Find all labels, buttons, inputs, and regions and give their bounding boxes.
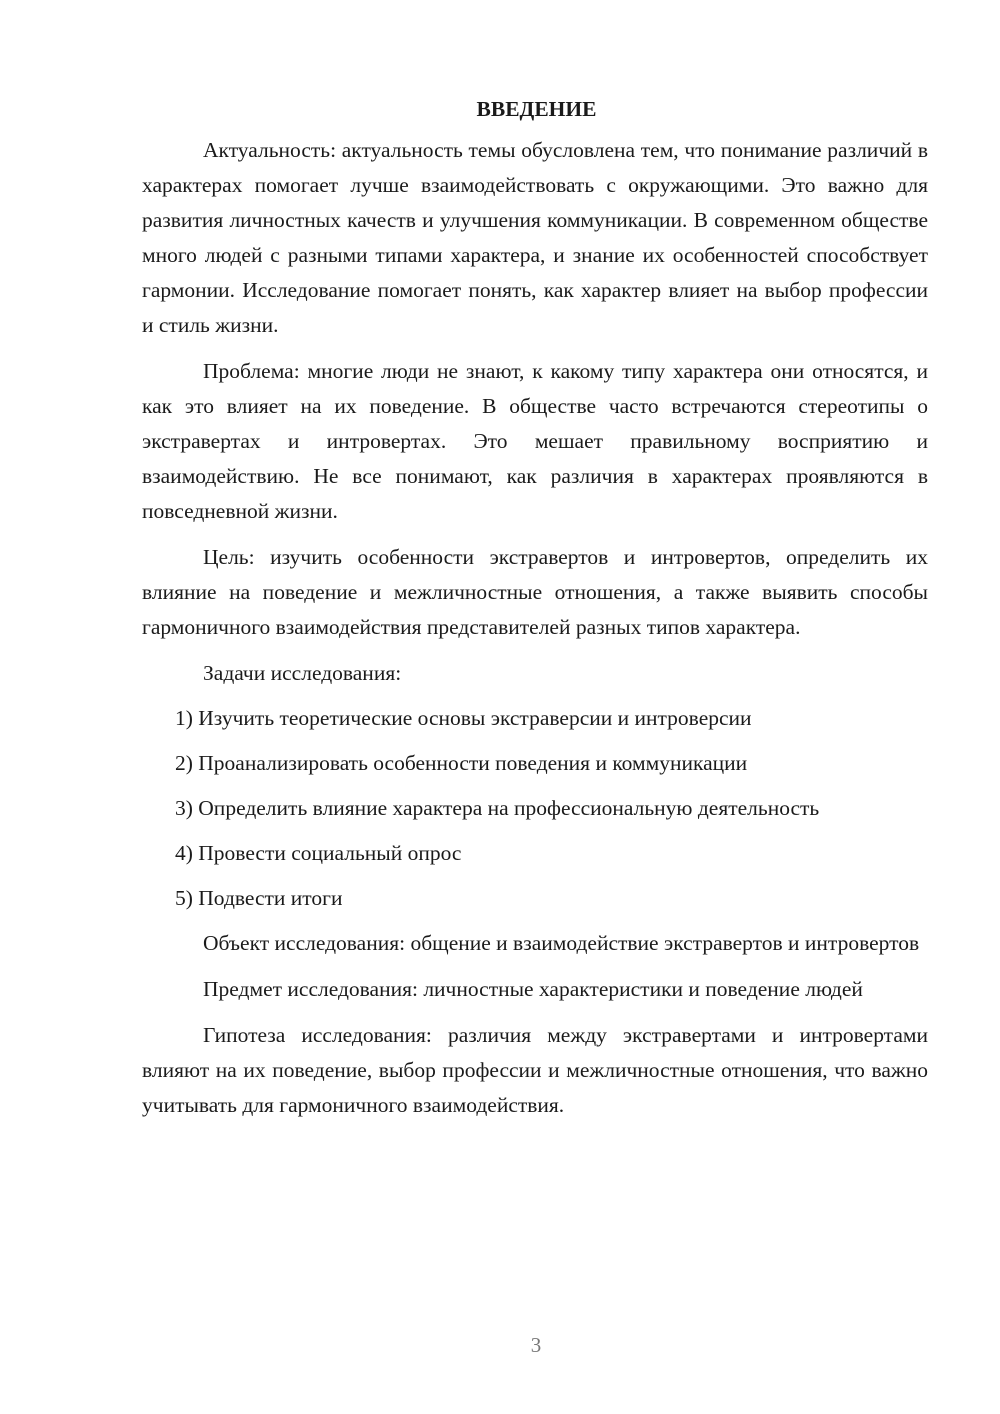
list-item: 4) Провести социальный опрос [175, 841, 462, 865]
document-page [142, 92, 928, 1134]
list-item: 2) Проанализировать особенности поведения и коммуникации [175, 751, 748, 775]
page-title: ВВЕДЕНИЕ [476, 97, 597, 121]
page-number: 3 [530, 1333, 542, 1357]
relevance-paragraph: Актуальность: актуальность темы обусловлена тем, что понимание различий в характерах помогает лучше взаимодействовать с окружающими. Это важно для развития личностных качеств и улучшения коммуникации. В современном обществе много людей с разными типами характера, и знание их особенностей способствует гармонии. Исследование помогает понять, как характер влияет на выбор профессии и стиль жизни. [142, 138, 928, 337]
tasks-heading: Задачи исследования: [203, 661, 402, 685]
problem-paragraph: Проблема: многие люди не знают, к какому типу характера они относятся, и как это влияет на их поведение. В обществе часто встречаются стереотипы о экстравертах и интровертах. Это мешает правильному восприятию и взаимодействию. Не все понимают, как различия в характерах проявляются в повседневной жизни. [142, 359, 928, 523]
list-item: 3) Определить влияние характера на профессиональную деятельность [175, 796, 820, 820]
list-item: 5) Подвести итоги [175, 886, 343, 910]
object-paragraph: Объект исследования: общение и взаимодействие экстравертов и интровертов [203, 931, 920, 955]
tasks-list [142, 701, 928, 916]
hypothesis-paragraph: Гипотеза исследования: различия между экстравертами и интровертами влияют на их поведение, выбор профессии и межличностные отношения, что важно учитывать для гармоничного взаимодействия. [142, 1023, 928, 1117]
goal-paragraph: Цель: изучить особенности экстравертов и интровертов, определить их влияние на поведение и межличностные отношения, а также выявить способы гармоничного взаимодействия представителей разных типов характера. [142, 545, 928, 639]
subject-paragraph: Предмет исследования: личностные характеристики и поведение людей [203, 977, 863, 1001]
list-item: 1) Изучить теоретические основы экстраверсии и интроверсии [175, 706, 752, 730]
